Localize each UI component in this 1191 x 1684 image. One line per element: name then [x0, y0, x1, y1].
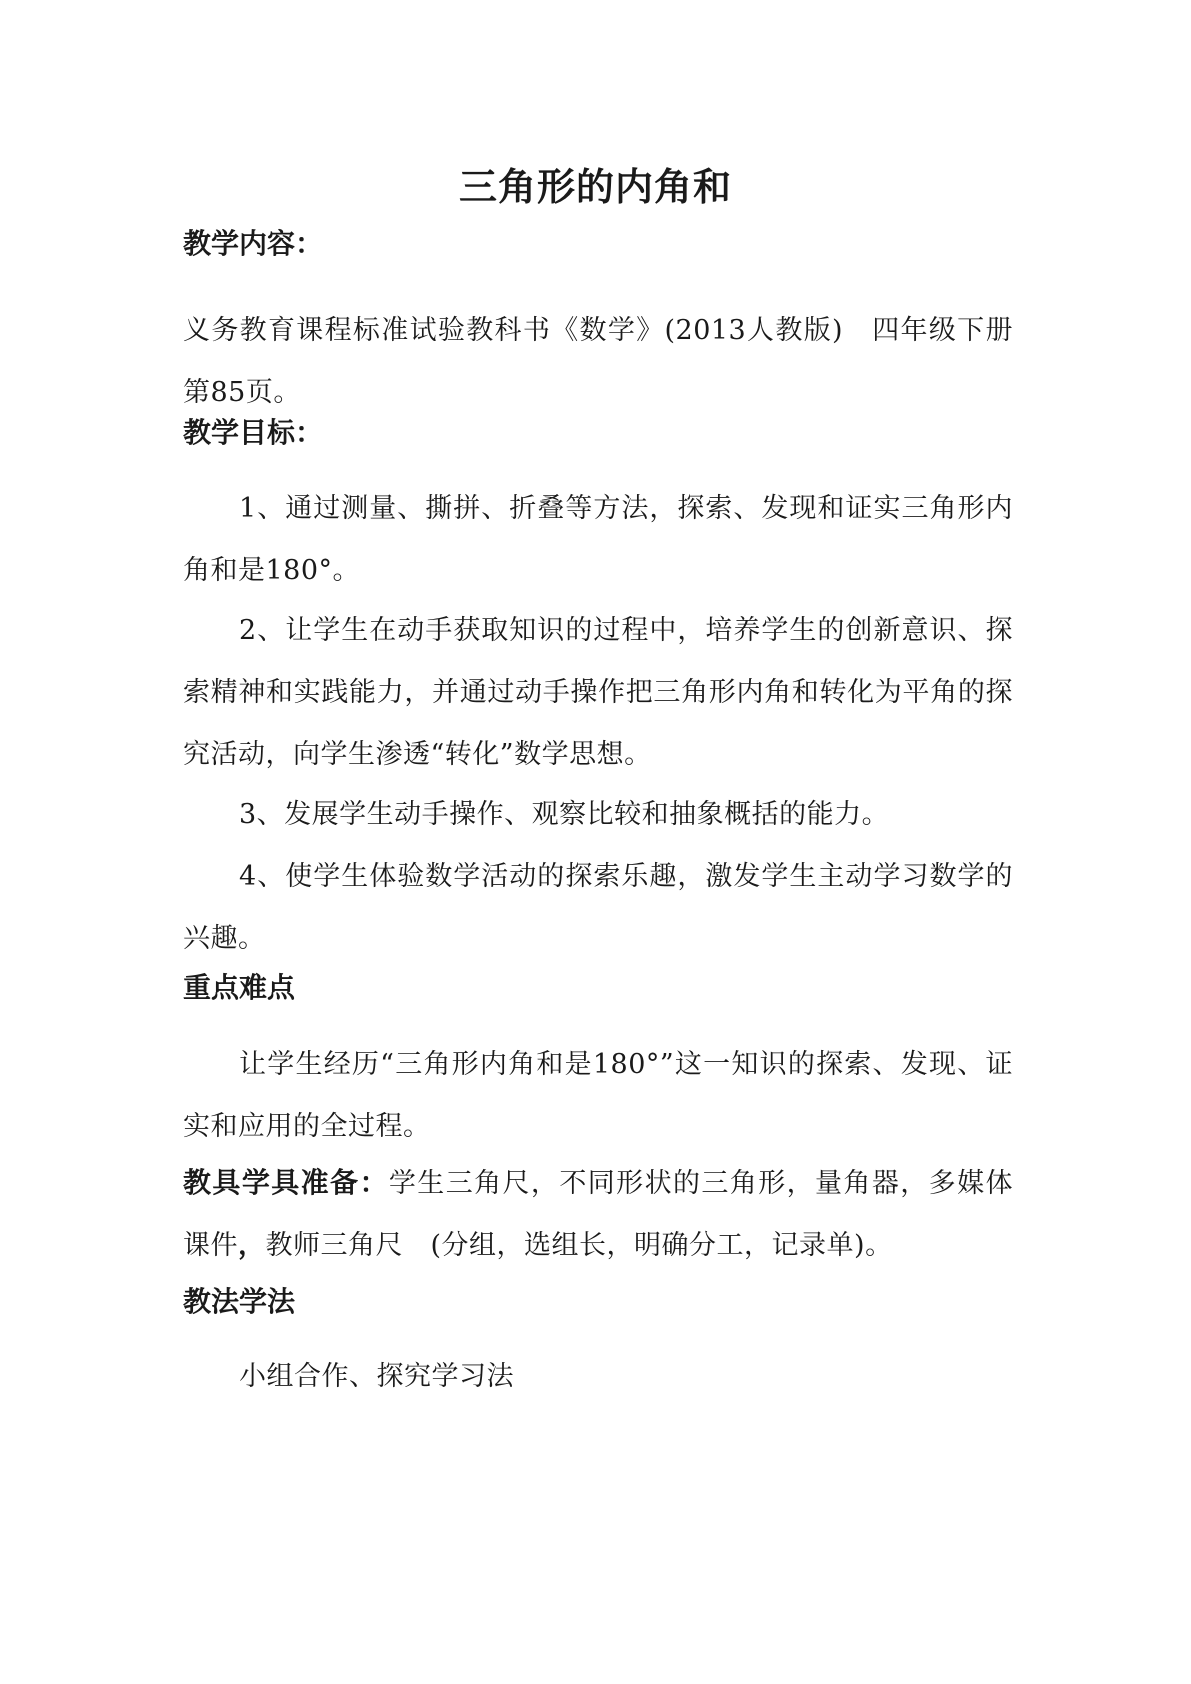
materials-text-part2: 教师三角尺 (分组，选组长，明确分工，记录单)。 — [265, 1230, 893, 1261]
document-title: 三角形的内角和 — [458, 165, 732, 209]
materials-bold-comma: ， — [238, 1230, 266, 1261]
heading-teaching-content: 教学内容： — [183, 227, 324, 260]
materials-paragraph — [183, 1152, 1013, 1277]
goal-item-1: 1、通过测量、撕拼、折叠等方法，探索、发现和证实三角形内角和是180°。 — [183, 493, 1013, 586]
heading-materials: 教具学具准备： — [183, 1166, 389, 1199]
methods-text: 小组合作、探究学习法 — [239, 1361, 514, 1392]
goal-item-4: 4、使学生体验数学活动的探索乐趣，激发学生主动学习数学的兴趣。 — [183, 861, 1013, 954]
heading-teaching-goals: 教学目标： — [183, 416, 324, 449]
goal-item-3: 3、发展学生动手操作、观察比较和抽象概括的能力。 — [239, 799, 890, 830]
heading-key-points: 重点难点 — [183, 971, 296, 1004]
materials-text-part1: 学生三角尺，不同形状的三角形，量角器，多媒体课件 — [183, 1168, 1013, 1261]
teaching-content-text: 义务教育课程标准试验教科书《数学》(2013人教版) 四年级下册第85页。 — [183, 315, 1013, 408]
goal-item-2: 2、让学生在动手获取知识的过程中，培养学生的创新意识、探索精神和实践能力，并通过动手操作把三角形内角和转化为平角的探究活动，向学生渗透“转化”数学思想。 — [183, 615, 1013, 770]
key-points-text: 让学生经历“三角形内角和是180°”这一知识的探索、发现、证实和应用的全过程。 — [183, 1049, 1013, 1142]
heading-methods: 教法学法 — [183, 1285, 296, 1318]
